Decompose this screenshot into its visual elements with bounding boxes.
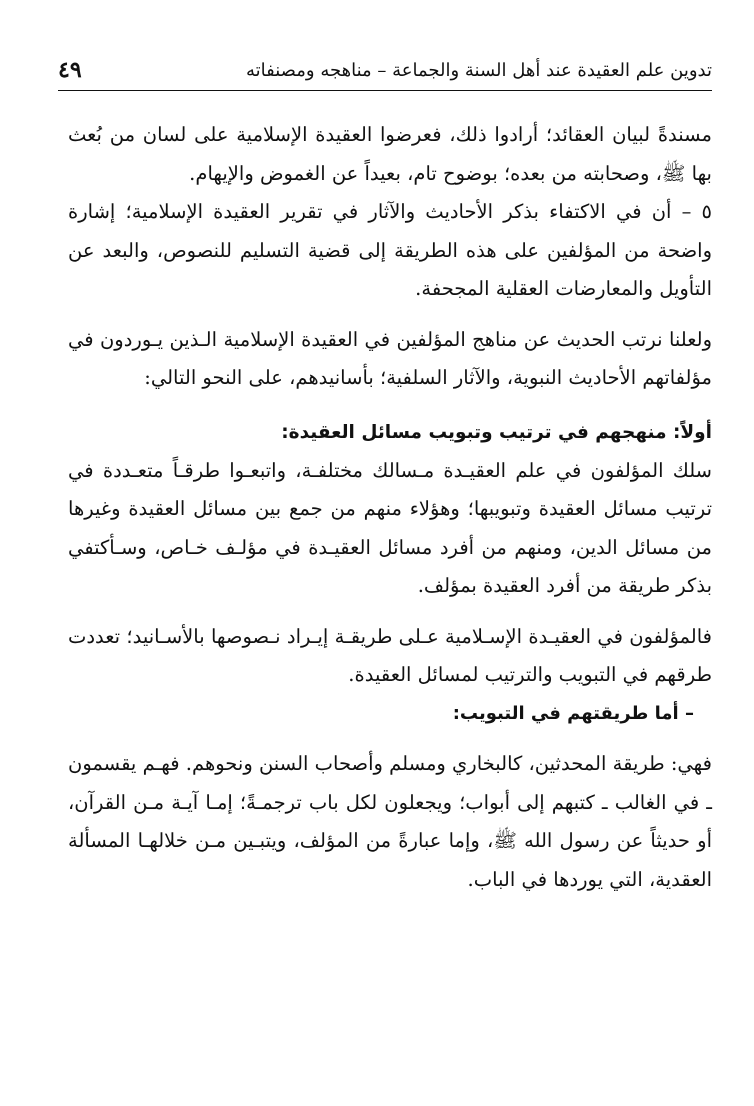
paragraph-5: فهي: طريقة المحدثين، كالبخاري ومسلم وأصحاب السنن ونحوهم. فهـم يقسمون ـ في الغالب ـ كتبهم إلى أبواب؛ ويجعلون لكل باب ترجمـةً؛ إمـا آيـة مـن القرآن، أو حديثاً عن رسول الله ﷺ، وإما عبارةً من المؤلف، ويتبـين مـن خلالهـا المسألة العقدية، التي يوردها في الباب. (68, 752, 712, 891)
section-heading-arrangement: أولاً: منهجهم في ترتيب وتبويب مسائل العقيدة: (281, 421, 712, 443)
paragraph-3: سلك المؤلفون في علم العقيـدة مـسالك مختلفـة، واتبعـوا طرقـاً متعـددة في ترتيب مسائل العقيدة وتبويبها؛ وهؤلاء منهم من جمع بين مسائل العقيدة وغيرها من مسائل الدين، ومنهم من أفرد مسائل العقيـدة في مؤلـف خـاص، وسـأكتفي بذكر طريقة من أفرد العقيدة بمؤلف. (68, 458, 712, 597)
running-header-title: تدوين علم العقيدة عند أهل السنة والجماعة – مناهجه ومصنفاته (245, 59, 712, 81)
subheading-chapters-method: – أما طريقتهم في التبويب: (452, 702, 694, 724)
running-header (58, 50, 712, 91)
list-item-5: ٥ – أن في الاكتفاء بذكر الأحاديث والآثار في تقرير العقيدة الإسلامية؛ إشارة واضحة من المؤلفين على هذه الطريقة إلى قضية التسليم للنصوص، والبعد عن التأويل والمعارضات العقلية المجحفة. (68, 200, 712, 300)
body-text (68, 116, 712, 899)
paragraph-2: ولعلنا نرتب الحديث عن مناهج المؤلفين في العقيدة الإسلامية الـذين يـوردون في مؤلفاتهم الأحاديث النبوية، والآثار السلفية؛ بأسانيدهم، على النحو التالي: (68, 327, 712, 389)
paragraph-1: مسندةً لبيان العقائد؛ أرادوا ذلك، فعرضوا العقيدة الإسلامية على لسان من بُعث بها ﷺ، وصحابته من بعده؛ بوضوح تام، بعيداً عن الغموض والإيهام. (68, 123, 712, 185)
page-number: ٤٩ (58, 57, 82, 83)
paragraph-4: فالمؤلفون في العقيـدة الإسـلامية عـلى طريقـة إيـراد نـصوصها بالأسـانيد؛ تعددت طرقهم في التبويب والترتيب لمسائل العقيدة. (68, 624, 712, 686)
